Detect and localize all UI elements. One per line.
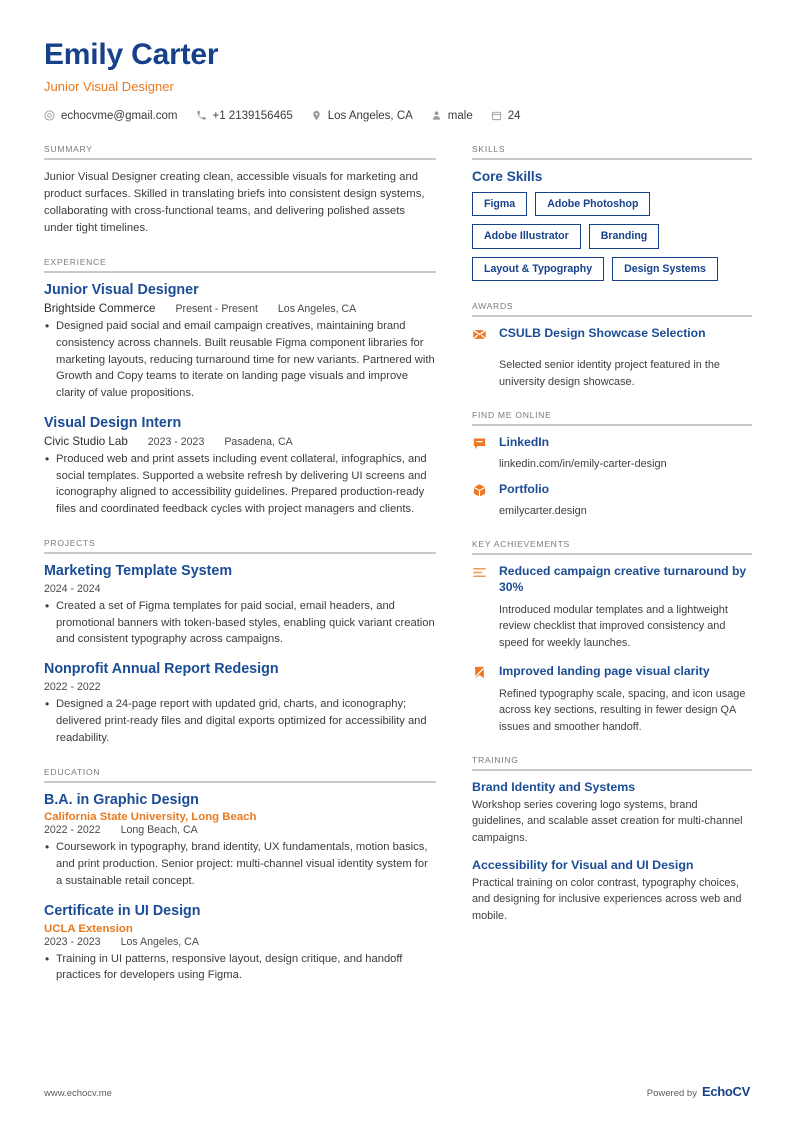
section-training <box>472 755 752 924</box>
contact-age <box>491 110 521 122</box>
contact-location-value: Los Angeles, CA <box>327 109 413 122</box>
box-icon <box>472 482 489 501</box>
achievement-item <box>472 564 752 599</box>
education-dates: 2023 - 2023 <box>44 935 101 948</box>
section-label-skills: SKILLS <box>472 143 506 154</box>
education-degree: B.A. in Graphic Design <box>44 791 199 808</box>
experience-bullets <box>44 318 436 402</box>
section-label-summary: SUMMARY <box>44 143 93 154</box>
section-key-achievements <box>472 539 752 735</box>
right-column <box>472 144 752 945</box>
skill-chip: Adobe Photoshop <box>535 192 650 217</box>
project-bullets <box>44 696 436 746</box>
experience-org: Civic Studio Lab <box>44 434 128 448</box>
resume-header <box>44 38 750 122</box>
section-education <box>44 767 436 985</box>
achievement-item <box>472 664 752 683</box>
section-label-experience: EXPERIENCE <box>44 257 107 268</box>
online-profile-url[interactable]: linkedin.com/in/emily-carter-design <box>499 457 667 470</box>
online-profile-body <box>499 435 752 454</box>
experience-bullets <box>44 451 436 518</box>
contact-phone-value: +1 2139156465 <box>212 109 293 122</box>
footer-powered-label: Powered by <box>646 1088 697 1099</box>
header-job-title: Junior Visual Designer <box>44 78 174 94</box>
online-profile-item[interactable] <box>472 482 752 501</box>
award-body <box>499 326 752 345</box>
experience-location: Los Angeles, CA <box>277 302 357 315</box>
footer-site-url[interactable]: www.echocv.me <box>44 1088 112 1099</box>
experience-dates: Present - Present <box>175 302 258 315</box>
education-meta <box>44 824 436 836</box>
education-school: UCLA Extension <box>44 922 133 935</box>
section-divider <box>472 158 752 160</box>
experience-meta <box>44 435 436 448</box>
achievement-body <box>499 564 752 599</box>
online-profile-body <box>499 482 752 501</box>
experience-dates: 2023 - 2023 <box>147 435 205 448</box>
email-icon <box>44 110 55 121</box>
training-title: Accessibility for Visual and UI Design <box>472 858 694 873</box>
experience-location: Pasadena, CA <box>224 435 293 448</box>
education-bullets <box>44 839 436 889</box>
align-lines-icon <box>472 564 489 599</box>
award-item <box>472 326 752 345</box>
list-item: • Created a set of Figma templates for paid social, email headers, and promotional banners with token-based styles, enabling quick variant creation and consistent typography across campaigns. <box>44 598 436 648</box>
section-label-key-achievements: KEY ACHIEVEMENTS <box>472 539 570 550</box>
section-divider <box>44 158 436 160</box>
section-find-me-online <box>472 410 752 519</box>
project-dates: 2024 - 2024 <box>44 582 101 595</box>
footer-brand: EchoCV <box>701 1084 750 1099</box>
person-icon <box>431 110 442 121</box>
contact-age-value: 24 <box>507 109 521 122</box>
project-entry <box>44 661 436 746</box>
contact-gender <box>431 110 473 122</box>
project-entry <box>44 563 436 648</box>
achievement-title: Reduced campaign creative turnaround by 30% <box>499 564 747 595</box>
phone-icon <box>196 110 207 121</box>
envelope-icon <box>472 326 489 345</box>
education-meta <box>44 936 436 948</box>
education-entry <box>44 792 436 890</box>
calendar-icon <box>491 110 502 121</box>
experience-meta <box>44 302 436 315</box>
education-location: Long Beach, CA <box>120 824 198 837</box>
list-item: • Coursework in typography, brand identity, UX fundamentals, motion basics, and print production. Senior project: multi-channel visual identity system for a sustainable retail concept. <box>44 839 436 889</box>
section-label-find-me-online: FIND ME ONLINE <box>472 409 552 420</box>
section-divider <box>472 769 752 771</box>
section-label-education: EDUCATION <box>44 766 101 777</box>
project-title: Nonprofit Annual Report Redesign <box>44 661 279 678</box>
award-description: Selected senior identity project featured in the university design showcase. <box>499 359 720 388</box>
contact-row <box>44 110 750 122</box>
section-divider <box>44 271 436 273</box>
section-label-projects: PROJECTS <box>44 538 96 549</box>
project-dates: 2022 - 2022 <box>44 681 101 694</box>
project-meta <box>44 681 436 693</box>
contact-location <box>311 110 413 122</box>
achievement-title: Improved landing page visual clarity <box>499 664 710 679</box>
training-item <box>472 858 752 924</box>
skill-chip: Adobe Illustrator <box>472 224 581 249</box>
education-degree: Certificate in UI Design <box>44 902 201 919</box>
online-profile-title[interactable]: Portfolio <box>499 482 550 497</box>
project-title: Marketing Template System <box>44 563 233 580</box>
online-profile-title[interactable]: LinkedIn <box>499 434 550 449</box>
section-awards <box>472 301 752 390</box>
contact-phone <box>196 110 293 122</box>
skill-chip: Branding <box>589 224 660 249</box>
contact-email-value: echocvme@gmail.com <box>61 109 178 122</box>
section-divider <box>472 424 752 426</box>
page-title: Emily Carter <box>44 38 219 71</box>
section-projects <box>44 538 436 747</box>
skill-chip: Figma <box>472 192 527 217</box>
skill-chip: Design Systems <box>612 257 718 282</box>
section-divider <box>472 553 752 555</box>
location-icon <box>311 110 322 121</box>
experience-entry <box>44 282 436 402</box>
section-divider <box>472 315 752 317</box>
achievement-description: Refined typography scale, spacing, and icon usage across key sections, resulting in fewer design QA issues and smoother handoff. <box>499 687 746 733</box>
list-item: • Training in UI patterns, responsive layout, design critique, and handoff practices for developers using Figma. <box>44 951 436 985</box>
section-summary <box>44 144 436 238</box>
experience-title: Junior Visual Designer <box>44 282 199 299</box>
summary-text: Junior Visual Designer creating clean, accessible visuals for marketing and product surfaces. Skilled in translating briefs into consistent design systems, collaborating with cross-functional teams, and delivering polished assets under tight timelines. <box>44 170 425 234</box>
achievement-body <box>499 664 752 683</box>
comment-icon <box>472 435 489 454</box>
footer-powered-by <box>647 1084 750 1099</box>
list-item: • Designed a 24-page report with updated grid, charts, and iconography; delivered print-ready files and digital exports optimized for accessibility and readability. <box>44 696 436 746</box>
project-meta <box>44 583 436 595</box>
experience-org: Brightside Commerce <box>44 301 156 315</box>
resume-columns <box>44 144 750 1005</box>
achievement-description: Introduced modular templates and a lightweight review checklist that improved consistency and speed for weekly launches. <box>499 604 728 649</box>
experience-entry <box>44 415 436 518</box>
education-location: Los Angeles, CA <box>120 935 199 948</box>
education-dates: 2022 - 2022 <box>44 824 101 837</box>
skills-group-title: Core Skills <box>472 168 543 184</box>
education-entry <box>44 903 436 984</box>
section-label-training: TRAINING <box>472 755 519 766</box>
education-school: California State University, Long Beach <box>44 811 257 824</box>
section-divider <box>44 552 436 554</box>
contact-gender-value: male <box>447 109 473 122</box>
contact-email <box>44 110 178 122</box>
award-title: CSULB Design Showcase Selection <box>499 326 706 341</box>
left-column <box>44 144 436 1005</box>
page-footer <box>44 1084 750 1099</box>
education-bullets <box>44 951 436 985</box>
training-title: Brand Identity and Systems <box>472 780 636 795</box>
project-bullets <box>44 598 436 648</box>
skill-chips <box>472 192 752 282</box>
online-profile-item[interactable] <box>472 435 752 454</box>
experience-title: Visual Design Intern <box>44 414 182 431</box>
skill-chip: Layout & Typography <box>472 257 604 282</box>
section-label-awards: AWARDS <box>472 301 514 312</box>
section-skills <box>472 144 752 282</box>
section-divider <box>44 781 436 783</box>
list-item: • Designed paid social and email campaign creatives, maintaining brand consistency across channels. Built reusable Figma component libraries for marketing layouts, reducing turnaround time for new variants. Partnered with Growth and Copy teams to iterate on landing page visuals and improve clarity of value propositions. <box>44 318 436 402</box>
online-profile-url[interactable]: emilycarter.design <box>499 504 587 517</box>
section-experience <box>44 257 436 518</box>
training-description: Workshop series covering logo systems, brand guidelines, and scalable asset creation for multi-channel campaigns. <box>472 799 743 844</box>
list-item: • Produced web and print assets including event collateral, infographics, and social templates. Supported a website refresh by delivering UI screens and iconography aligned to accessibility guidelines. Prepared production-ready files and coordinated feedback cycles with project managers and clients. <box>44 451 436 518</box>
training-description: Practical training on color contrast, typography choices, and designing for inclusive experiences across web and mobile. <box>472 877 742 922</box>
bookmark-icon <box>472 664 489 683</box>
training-item <box>472 780 752 846</box>
